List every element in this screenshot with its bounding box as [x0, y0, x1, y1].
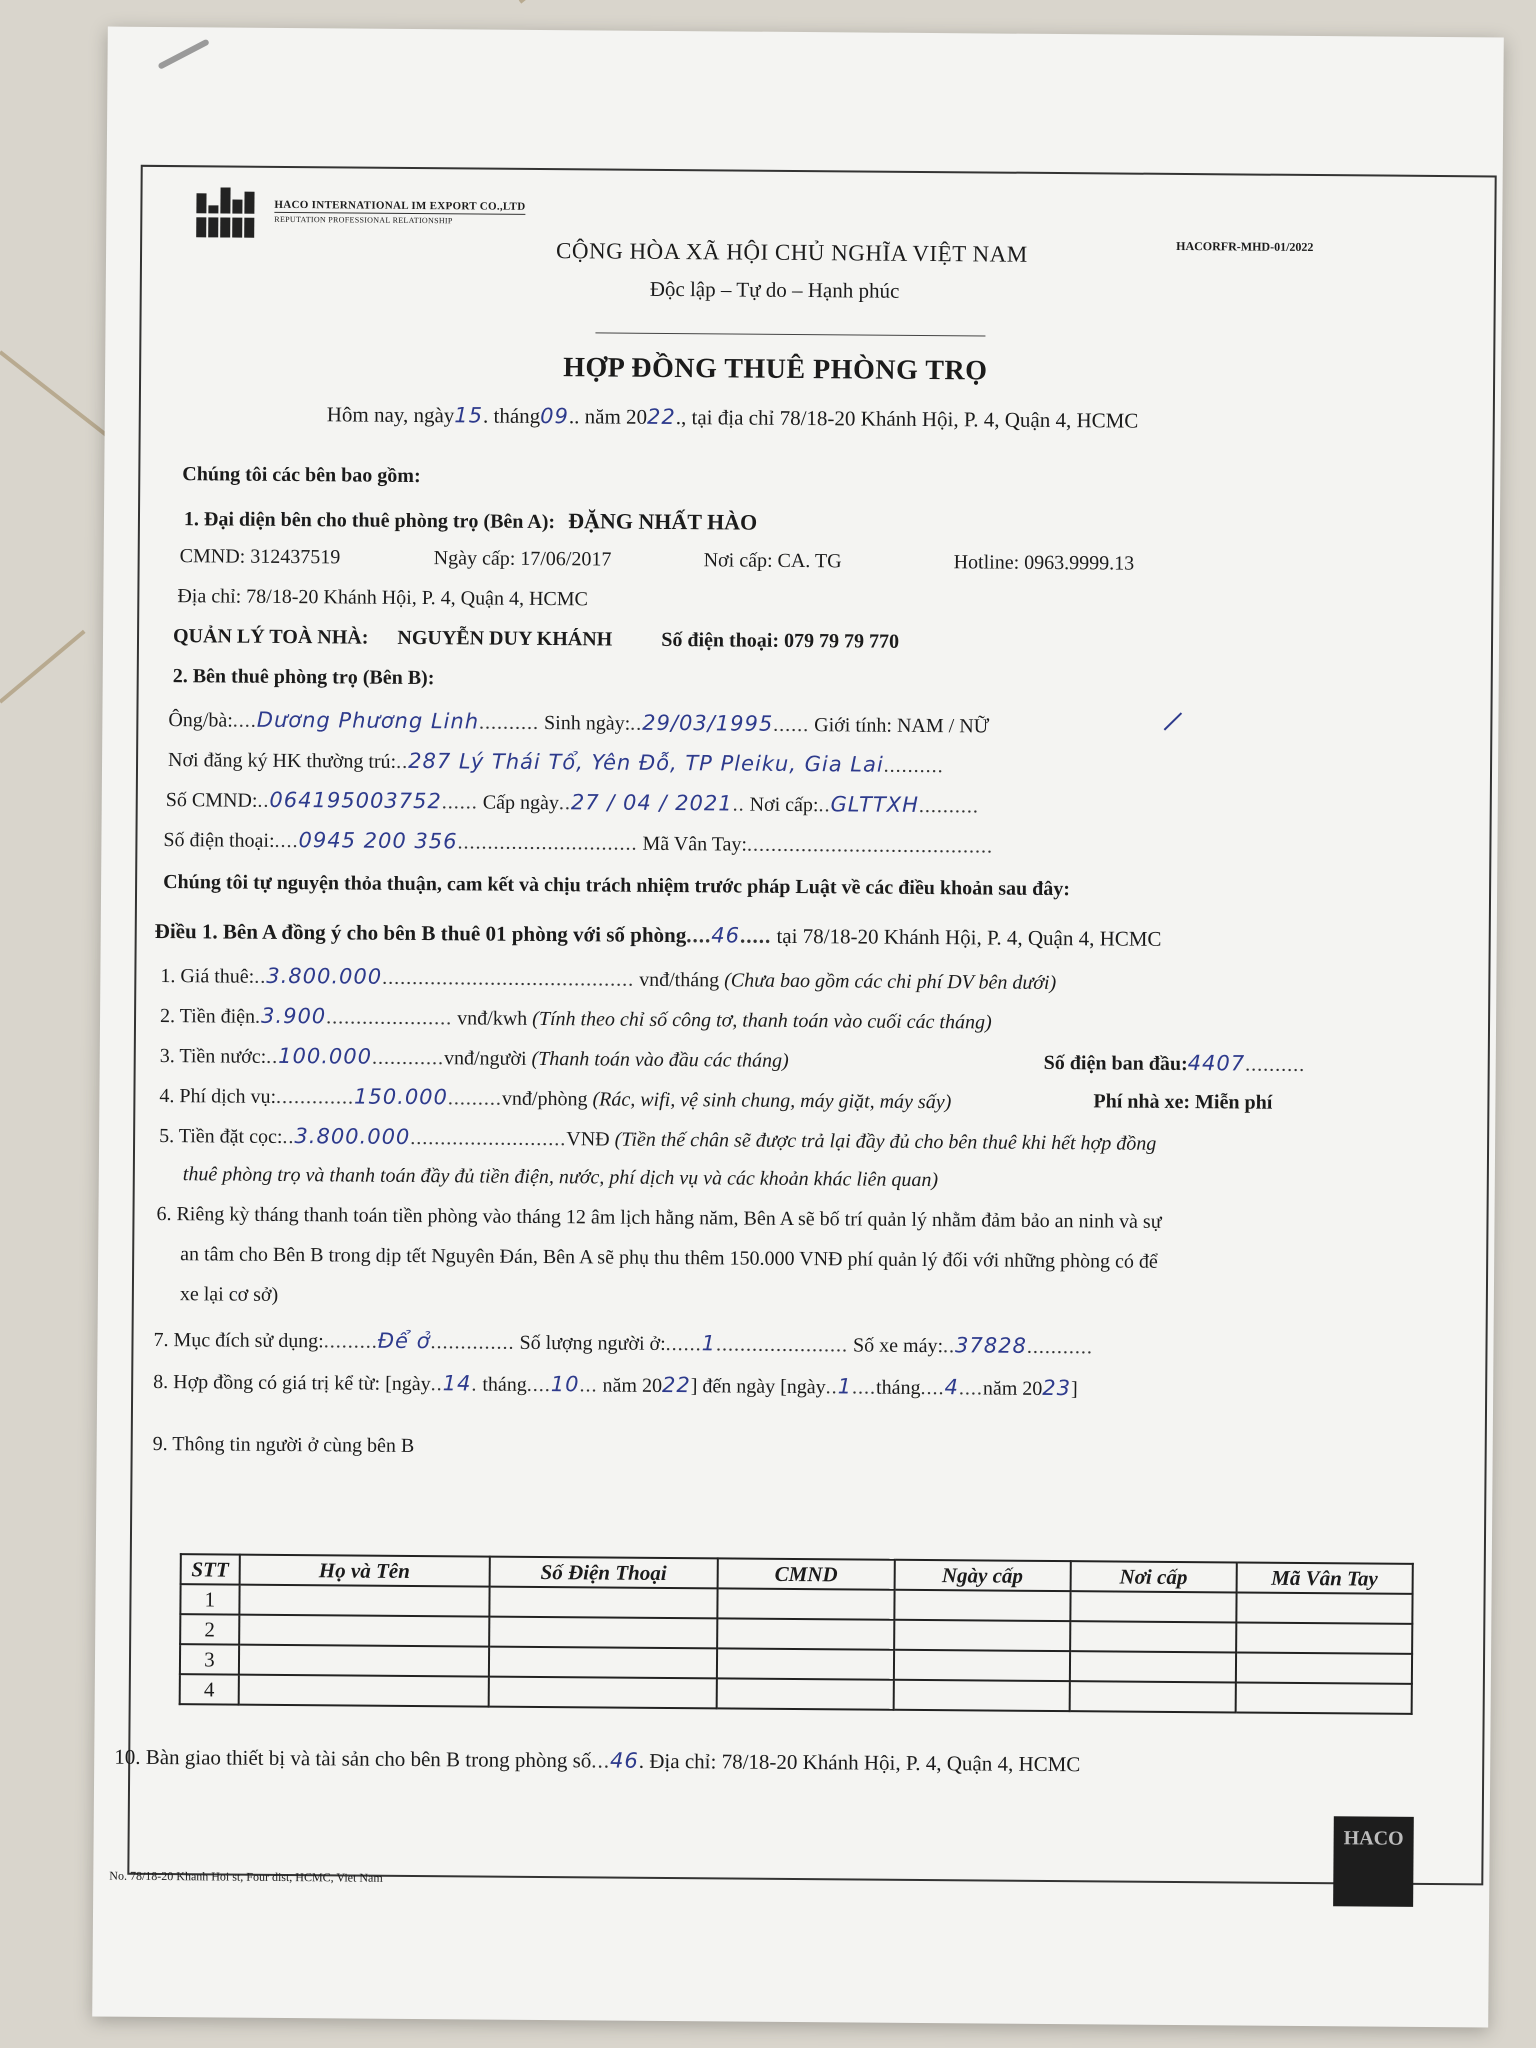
party-a-address: Địa chỉ: 78/18-20 Khánh Hội, P. 4, Quận 4, HCMC	[177, 585, 588, 611]
party-b-label: 2. Bên thuê phòng trọ (Bên B):	[172, 665, 435, 690]
item-term: 8. Hợp đồng có giá trị kể từ: [ngày..14. tháng....10... năm 2022] đến ngày [ngày..1....tháng....4....năm 2023]	[153, 1370, 1078, 1401]
party-b-gender: Giới tính: NAM / NỮ	[814, 714, 990, 738]
people-label: Số lượng người ở:	[519, 1331, 666, 1355]
party-b-issue-label: Cấp ngày	[482, 791, 559, 815]
party-b-name: Dương Phương Linh	[256, 707, 480, 734]
table-cell[interactable]	[1236, 1592, 1413, 1623]
tet-clause-line-2: an tâm cho Bên B trong dịp tết Nguyên Đán, Bên A sẽ phụ thu thêm 150.000 VNĐ phí quản lý đối với những phòng có để	[180, 1243, 1158, 1273]
party-b-dob: 29/03/1995	[642, 710, 774, 736]
agreement-intro: Chúng tôi tự nguyện thỏa thuận, cam kết và chịu trách nhiệm trước pháp Luật về các điều khoản sau đây:	[163, 871, 1071, 901]
column-header: Số Điện Thoại	[489, 1557, 718, 1589]
article-1: Điều 1. Bên A đồng ý cho bên B thuê 01 phòng với số phòng....46..... tại 78/18-20 Khánh Hội, P. 4, Quận 4, HCMC	[154, 918, 1162, 951]
haco-logo-icon	[194, 183, 264, 240]
term-end-year: 23	[1042, 1375, 1072, 1401]
term-end-label: ] đến ngày [ngày	[690, 1375, 826, 1399]
motto: Độc lập – Tự do – Hạnh phúc	[649, 276, 900, 303]
party-b-place-label: Nơi cấp:	[749, 793, 819, 817]
initial-meter: Số điện ban đầu:4407..........	[1043, 1051, 1306, 1076]
term-end-bracket: ]	[1070, 1378, 1078, 1401]
handover-room: 46	[609, 1748, 639, 1773]
party-b-residence-label: Nơi đăng ký HK thường trú:	[167, 749, 397, 773]
date-day: 15	[454, 403, 484, 428]
service-label: 4. Phí dịch vụ:	[159, 1084, 277, 1108]
party-b-dob-label: Sinh ngày:	[543, 711, 631, 735]
row-number: 1	[180, 1584, 239, 1614]
date-address: ., tại địa chỉ 78/18-20 Khánh Hội, P. 4, Quận 4, HCMC	[675, 405, 1139, 433]
table-cell[interactable]	[893, 1650, 1070, 1681]
staple	[157, 39, 209, 70]
party-a-name: ĐẶNG NHẤT HÀO	[568, 508, 758, 535]
handover-text: 10. Bàn giao thiết bị và tài sản cho bên B trong phòng số	[114, 1744, 592, 1773]
term-start-year: 22	[661, 1372, 691, 1398]
deposit-unit: VNĐ	[566, 1128, 610, 1151]
item-electricity: 2. Tiền điện.3.900..................... vnđ/kwh (Tính theo chỉ số công tơ, thanh toán vào cuối các tháng)	[159, 1003, 992, 1034]
table-cell[interactable]	[1236, 1622, 1413, 1653]
rent-unit: vnđ/tháng	[639, 968, 720, 992]
company-stamp: HACO	[1333, 1816, 1414, 1907]
deposit-label: 5. Tiền đặt cọc:	[159, 1124, 283, 1148]
party-b-fingerprint-label: Mã Vân Tay:	[642, 832, 748, 856]
table-cell[interactable]	[238, 1675, 488, 1707]
table-cell[interactable]	[717, 1678, 894, 1709]
company-tagline: REPUTATION PROFESSIONAL RELATIONSHIP	[274, 211, 525, 228]
party-b-phone-row: Số điện thoại:....0945 200 356.............................. Mã Vân Tay:.........................................	[163, 828, 994, 858]
party-b-id: 064195003752	[269, 787, 442, 814]
term-start-year-label: năm 20	[602, 1374, 663, 1397]
term-end-year-label: năm 20	[982, 1377, 1043, 1400]
party-b-issue-date: 27 / 04 / 2021	[570, 790, 733, 816]
party-b-phone-label: Số điện thoại:	[163, 829, 275, 852]
form-code: HACORFR-MHD-01/2022	[1176, 238, 1314, 255]
column-header: Nơi cấp	[1070, 1561, 1236, 1592]
item-water: 3. Tiền nước:..100.000............vnđ/người (Thanh toán vào đầu các tháng)	[159, 1043, 789, 1072]
service-value: 150.000	[354, 1084, 449, 1110]
cooccupant-label: 9. Thông tin người ở cùng bên B	[152, 1432, 415, 1457]
table-cell[interactable]	[489, 1617, 718, 1649]
manager-phone: Số điện thoại: 079 79 79 770	[661, 628, 900, 653]
floor-tile-seam	[0, 630, 86, 704]
table-cell[interactable]	[717, 1618, 894, 1649]
item-handover: 10. Bàn giao thiết bị và tài sản cho bên B trong phòng số...46. Địa chỉ: 78/18-20 Khánh Hội, P. 4, Quận 4, HCMC	[114, 1744, 1081, 1777]
initial-meter-label: Số điện ban đầu:	[1043, 1051, 1188, 1076]
item-rent: 1. Giá thuê:..3.800.000.......................................... vnđ/tháng (Chưa bao gồm các chi phí DV bên dưới)	[160, 963, 1057, 995]
people-value: 1	[701, 1331, 717, 1356]
row-number: 2	[180, 1614, 239, 1644]
floor-tile-seam	[519, 0, 569, 4]
document-title: HỢP ĐỒNG THUÊ PHÒNG TRỌ	[563, 352, 988, 387]
table-cell[interactable]	[1236, 1652, 1413, 1683]
term-start-month: 10	[550, 1372, 580, 1397]
party-a-issue-place: Nơi cấp: CA. TG	[703, 549, 842, 573]
handover-address: . Địa chỉ: 78/18-20 Khánh Hội, P. 4, Quận 4, HCMC	[638, 1748, 1081, 1777]
row-number: 4	[180, 1674, 239, 1704]
party-b-residence: 287 Lý Thái Tổ, Yên Đỗ, TP Pleiku, Gia Lai	[408, 748, 884, 777]
term-end-month: 4	[944, 1375, 959, 1400]
plate-value: 37828	[954, 1333, 1027, 1358]
table-cell[interactable]	[239, 1645, 489, 1677]
item-purpose: 7. Mục đích sử dụng:.........Để ở.............. Số lượng người ở:......1...................... Số xe máy:..37828...........	[153, 1328, 1093, 1359]
party-a-id: CMND: 312437519	[179, 545, 341, 569]
table-cell[interactable]	[893, 1680, 1070, 1711]
term-start-label: 8. Hợp đồng có giá trị kể từ: [ngày	[153, 1370, 431, 1396]
parking-fee: Phí nhà xe: Miễn phí	[1093, 1090, 1273, 1114]
term-end-day: 1	[837, 1374, 853, 1399]
tet-clause-line-3: xe lại cơ sở)	[179, 1283, 279, 1306]
table-cell[interactable]	[894, 1590, 1071, 1621]
deposit-note-line-2: thuê phòng trọ và thanh toán đầy đủ tiền điện, nước, phí dịch vụ và các khoản khác liên quan)	[182, 1163, 939, 1192]
tet-clause-line-1: 6. Riêng kỳ tháng thanh toán tiền phòng vào tháng 12 âm lịch hằng năm, Bên A sẽ bố trí quản lý nhằm đảm bảo an ninh và sự	[156, 1202, 1162, 1233]
table-cell[interactable]	[1070, 1681, 1236, 1712]
manager-label: QUẢN LÝ TOÀ NHÀ:	[172, 625, 369, 649]
table-cell[interactable]	[718, 1588, 895, 1619]
purpose-value: Để ở	[377, 1328, 431, 1354]
party-a-label	[184, 505, 757, 536]
party-a-hotline: Hotline: 0963.9999.13	[953, 551, 1135, 575]
table-cell[interactable]	[239, 1615, 489, 1647]
rent-note: (Chưa bao gồm các chi phí DV bên dưới)	[724, 969, 1057, 995]
article-1-text: Điều 1. Bên A đồng ý cho bên B thuê 01 phòng với số phòng	[154, 918, 687, 948]
row-number: 3	[180, 1644, 239, 1674]
table-cell[interactable]	[894, 1620, 1071, 1651]
party-b-phone: 0945 200 356	[298, 828, 458, 854]
water-note: (Thanh toán vào đầu các tháng)	[531, 1047, 789, 1072]
party-b-place: GLTTXH	[830, 792, 920, 817]
party-b-name-row: Ông/bà:....Dương Phương Linh.......... Sinh ngày:..29/03/1995...... Giới tính: NAM / NỮ	[168, 707, 990, 738]
contract-paper	[92, 27, 1504, 2028]
purpose-label: 7. Mục đích sử dụng:	[153, 1328, 324, 1353]
column-header: STT	[181, 1554, 240, 1584]
table-cell[interactable]	[489, 1587, 718, 1619]
electricity-unit: vnđ/kwh	[457, 1007, 528, 1030]
table-cell[interactable]	[1070, 1621, 1236, 1652]
manager-name: NGUYỄN DUY KHÁNH	[397, 626, 613, 651]
item-deposit: 5. Tiền đặt cọc:..3.800.000..........................VNĐ (Tiền thế chân sẽ được trả lại đầy đủ cho bên thuê khi hết hợp đồng	[159, 1124, 1157, 1155]
column-header: Ngày cấp	[894, 1560, 1071, 1591]
item-service: 4. Phí dịch vụ:.............150.000.........vnđ/phòng (Rác, wifi, vệ sinh chung, máy giặt, máy sấy)	[159, 1084, 952, 1114]
table-cell[interactable]	[1070, 1651, 1236, 1682]
floor-tile-seam	[0, 350, 112, 439]
rent-value: 3.800.000	[266, 963, 383, 989]
date-year-label: .. năm 20	[568, 404, 648, 429]
nation-heading: CỘNG HÒA XÃ HỘI CHỦ NGHĨA VIỆT NAM	[555, 238, 1028, 267]
party-b-name-label: Ông/bà:	[168, 709, 233, 732]
party-a-label-text: 1. Đại diện bên cho thuê phòng trọ (Bên A):	[183, 508, 556, 534]
table-cell[interactable]	[488, 1677, 717, 1709]
table-cell[interactable]	[717, 1648, 894, 1679]
date-year: 22	[647, 404, 676, 430]
article-1-room: 46	[711, 923, 741, 948]
footer-address: No. 78/18-20 Khanh Hoi st, Four dist, HCMC, Viet Nam	[109, 1868, 383, 1885]
electricity-label: 2. Tiền điện	[159, 1004, 256, 1028]
table-cell[interactable]	[488, 1647, 717, 1679]
party-a-issue-date: Ngày cấp: 17/06/2017	[433, 547, 612, 571]
date-month: 09	[540, 403, 570, 429]
date-prefix: Hôm nay, ngày	[326, 402, 455, 428]
deposit-note-line-1: (Tiền thế chân sẽ được trả lại đầy đủ cho bên thuê khi hết hợp đồng	[614, 1128, 1157, 1155]
water-unit: vnđ/người	[443, 1047, 527, 1070]
cooccupant-table	[179, 1553, 1414, 1715]
deposit-value: 3.800.000	[294, 1124, 411, 1149]
parties-intro: Chúng tôi các bên bao gồm:	[182, 463, 421, 488]
article-1-address: tại 78/18-20 Khánh Hội, P. 4, Quận 4, HCMC	[776, 923, 1162, 951]
party-b-id-label: Số CMND:	[165, 789, 258, 812]
table-cell[interactable]	[1235, 1682, 1412, 1713]
electricity-value: 3.900	[261, 1003, 327, 1029]
party-b-id-row: Số CMND:..064195003752...... Cấp ngày..27 / 04 / 2021.. Nơi cấp:..GLTTXH..........	[165, 787, 979, 818]
rent-label: 1. Giá thuê:	[160, 964, 255, 988]
company-name: HACO INTERNATIONAL IM EXPORT CO.,LTD	[274, 198, 526, 213]
table-cell[interactable]	[239, 1585, 489, 1617]
service-unit: vnđ/phòng	[501, 1087, 588, 1111]
plate-label: Số xe máy:	[852, 1334, 944, 1358]
company-logo	[194, 183, 525, 242]
electricity-note: (Tính theo chỉ số công tơ, thanh toán vào cuối các tháng)	[532, 1007, 992, 1034]
logo-text	[274, 197, 525, 228]
table-cell[interactable]	[1070, 1591, 1236, 1622]
column-header: Mã Vân Tay	[1236, 1562, 1413, 1593]
term-end-month-label: tháng	[875, 1376, 921, 1399]
column-header: Họ và Tên	[239, 1555, 489, 1587]
term-start-month-label: tháng	[482, 1373, 527, 1396]
party-b-residence-row: Nơi đăng ký HK thường trú:..287 Lý Thái Tổ, Yên Đỗ, TP Pleiku, Gia Lai..........	[167, 748, 944, 778]
initial-meter-value: 4407	[1187, 1051, 1246, 1076]
service-note: (Rác, wifi, vệ sinh chung, máy giặt, máy sấy)	[592, 1088, 952, 1114]
water-value: 100.000	[278, 1043, 373, 1069]
water-label: 3. Tiền nước:	[159, 1044, 267, 1068]
column-header: CMND	[718, 1558, 895, 1589]
term-start-day: 14	[442, 1371, 472, 1396]
date-month-label: . tháng	[482, 403, 541, 428]
